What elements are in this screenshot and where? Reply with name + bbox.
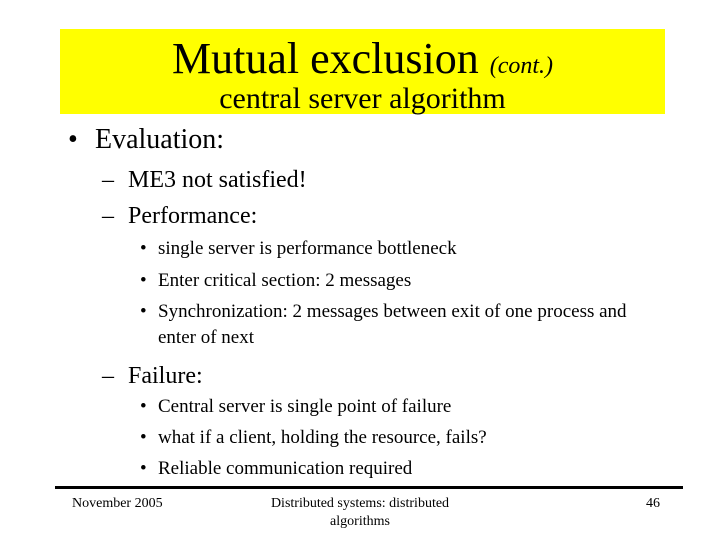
slide-subtitle: central server algorithm [219,82,506,115]
bullet-dot: • [140,458,147,479]
performance-item-continued: enter of next [158,327,255,348]
footer-course-line2: algorithms [330,514,390,529]
performance-item: Synchronization: 2 messages between exit of one process and [158,301,627,322]
bullet-dash: – [102,203,114,229]
bullet-dot: • [140,396,147,417]
bullet-dot: • [68,124,78,155]
bullet-dot: • [140,427,147,448]
bullet-dash: – [102,167,114,193]
performance-item: single server is performance bottleneck [158,238,457,259]
failure-item: Reliable communication required [158,458,413,479]
evaluation-heading: Evaluation: [95,124,225,155]
performance-heading: Performance: [128,203,258,229]
bullet-dash: – [102,363,114,389]
bullet-dot: • [140,301,147,322]
footer-date: November 2005 [72,496,163,511]
bullet-dot: • [140,270,147,291]
page-number: 46 [646,496,660,511]
me3-item: ME3 not satisfied! [128,167,307,193]
performance-item: Enter critical section: 2 messages [158,270,412,291]
failure-item: Central server is single point of failure [158,396,452,417]
footer-course [250,495,470,531]
failure-item: what if a client, holding the resource, fails? [158,427,487,448]
footer-divider [55,486,683,489]
bullet-dot: • [140,238,147,259]
title-text: Mutual exclusion [171,34,479,83]
footer-course-line1: Distributed systems: distributed [270,496,450,511]
failure-heading: Failure: [128,363,203,389]
title-box [60,29,665,114]
title-suffix: (cont.) [489,53,554,79]
